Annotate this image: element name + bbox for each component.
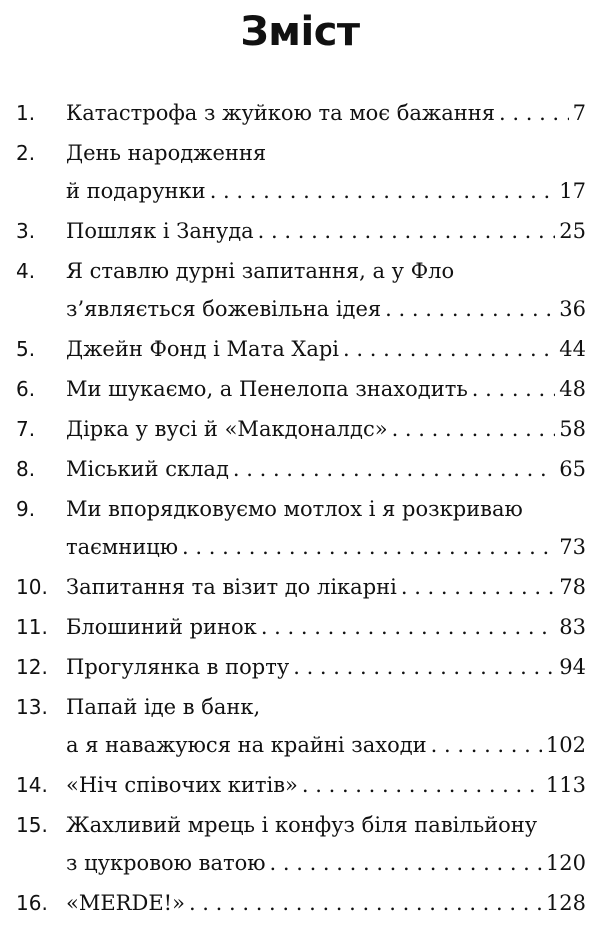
page-number: 48 (559, 377, 586, 401)
chapter-title: з’являється божевільна ідея (66, 297, 382, 321)
toc-entry-line (0, 806, 600, 844)
toc-entry[interactable] (0, 766, 600, 806)
dot-leader (499, 94, 569, 132)
chapter-number: 8. (16, 457, 36, 481)
toc-entry-line (0, 134, 600, 172)
toc-entry-line (0, 490, 600, 528)
dot-leader (302, 766, 542, 804)
dot-leader (401, 568, 555, 606)
toc-entry[interactable] (0, 568, 600, 608)
page-number: 128 (545, 891, 586, 915)
toc-entry[interactable] (0, 134, 600, 212)
chapter-title: Пошляк і Зануда (66, 219, 254, 243)
toc-entry-line (0, 528, 600, 566)
chapter-title: Дірка у вусі й «Макдоналдс» (66, 417, 388, 441)
toc-entry[interactable] (0, 330, 600, 370)
chapter-title: День народження (66, 141, 267, 165)
page-number: 65 (559, 457, 586, 481)
chapter-title: Я ставлю дурні запитання, а у Фло (66, 259, 455, 283)
page-number: 36 (559, 297, 586, 321)
page-number: 44 (559, 337, 586, 361)
toc-entry-line (0, 568, 600, 606)
dot-leader (293, 648, 555, 686)
toc-entry[interactable] (0, 806, 600, 884)
dot-leader (385, 290, 555, 328)
toc-entry-line (0, 648, 600, 686)
chapter-title: таємницю (66, 535, 179, 559)
toc-entry[interactable] (0, 450, 600, 490)
chapter-number: 16. (16, 891, 48, 915)
toc-entry-line (0, 212, 600, 250)
page-title: Зміст (240, 9, 360, 55)
toc-entry-line (0, 330, 600, 368)
chapter-number: 9. (16, 497, 36, 521)
chapter-number: 14. (16, 773, 48, 797)
chapter-number: 12. (16, 655, 48, 679)
chapter-number: 1. (16, 101, 36, 125)
dot-leader (258, 212, 556, 250)
toc-entry-line (0, 410, 600, 448)
table-of-contents (0, 94, 600, 924)
toc-entry[interactable] (0, 410, 600, 450)
chapter-title: з цукровою ватою (66, 851, 266, 875)
toc-entry-line (0, 172, 600, 210)
dot-leader (472, 370, 556, 408)
page-number: 113 (545, 773, 586, 797)
page-number: 83 (559, 615, 586, 639)
chapter-number: 4. (16, 259, 36, 283)
chapter-title: Ми впорядковуємо мотлох і я розкриваю (66, 497, 523, 521)
toc-entry[interactable] (0, 212, 600, 252)
toc-entry-line (0, 370, 600, 408)
toc-entry-line (0, 884, 600, 922)
chapter-title: Запитання та візит до лікарні (66, 575, 397, 599)
toc-entry-line (0, 844, 600, 882)
toc-entry-line (0, 688, 600, 726)
chapter-title: Катастрофа з жуйкою та моє бажання (66, 101, 496, 125)
dot-leader (233, 450, 555, 488)
chapter-number: 15. (16, 813, 48, 837)
chapter-number: 11. (16, 615, 48, 639)
page-number: 94 (559, 655, 586, 679)
chapter-title: Прогулянка в порту (66, 655, 290, 679)
toc-entry[interactable] (0, 490, 600, 568)
toc-entry-line (0, 252, 600, 290)
toc-entry-line (0, 290, 600, 328)
toc-entry[interactable] (0, 370, 600, 410)
dot-leader (392, 410, 556, 448)
dot-leader (182, 528, 555, 566)
page-number: 17 (559, 179, 586, 203)
chapter-number: 3. (16, 219, 36, 243)
chapter-number: 2. (16, 141, 36, 165)
toc-entry-line (0, 608, 600, 646)
page-number: 102 (545, 733, 586, 757)
page-number: 73 (559, 535, 586, 559)
page-number: 120 (545, 851, 586, 875)
toc-entry[interactable] (0, 252, 600, 330)
toc-entry-line (0, 766, 600, 804)
dot-leader (210, 172, 556, 210)
chapter-number: 7. (16, 417, 36, 441)
chapter-title: Ми шукаємо, а Пенелопа знаходить (66, 377, 468, 401)
dot-leader (189, 884, 542, 922)
chapter-number: 10. (16, 575, 48, 599)
chapter-title: Жахливий мрець і конфуз біля павільйону (66, 813, 538, 837)
chapter-title: «MERDE!» (66, 891, 185, 915)
chapter-title: й подарунки (66, 179, 206, 203)
dot-leader (270, 844, 542, 882)
page-number: 7 (572, 101, 586, 125)
page-number: 78 (559, 575, 586, 599)
toc-entry[interactable] (0, 884, 600, 924)
page-number: 25 (559, 219, 586, 243)
dot-leader (261, 608, 555, 646)
chapter-number: 5. (16, 337, 36, 361)
chapter-title: Папай іде в банк, (66, 695, 261, 719)
toc-entry-line (0, 94, 600, 132)
toc-entry-line (0, 726, 600, 764)
chapter-title: Блошиний ринок (66, 615, 257, 639)
toc-entry[interactable] (0, 688, 600, 766)
dot-leader (343, 330, 555, 368)
chapter-title: Джейн Фонд і Мата Харі (66, 337, 340, 361)
chapter-number: 6. (16, 377, 36, 401)
toc-entry[interactable] (0, 648, 600, 688)
dot-leader (431, 726, 542, 764)
chapter-number: 13. (16, 695, 48, 719)
toc-entry[interactable] (0, 608, 600, 648)
chapter-title: а я наважуюся на крайні заходи (66, 733, 427, 757)
toc-entry[interactable] (0, 94, 600, 134)
chapter-title: Міський склад (66, 457, 229, 481)
toc-entry-line (0, 450, 600, 488)
page-number: 58 (559, 417, 586, 441)
chapter-title: «Ніч співочих китів» (66, 773, 298, 797)
